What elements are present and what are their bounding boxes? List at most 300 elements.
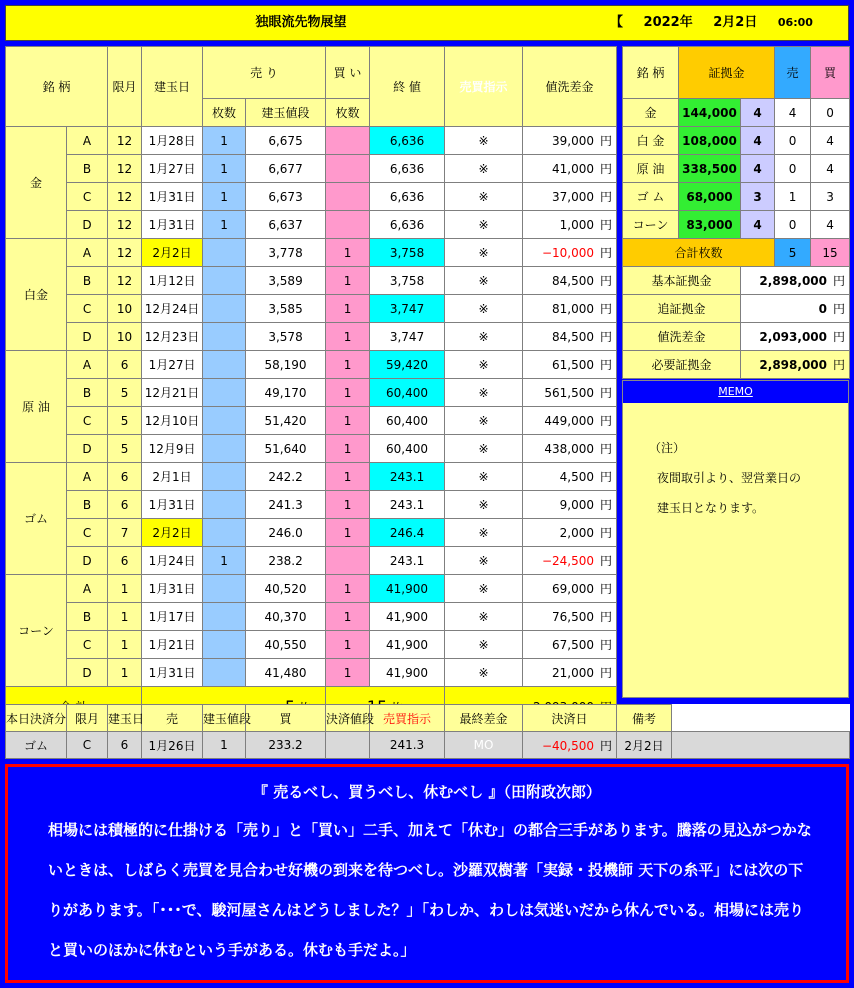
close-price: 41,900	[370, 659, 445, 687]
margin-total-label: 合計枚数	[623, 239, 775, 267]
margin-count: 4	[741, 155, 775, 183]
sell-count: 1	[203, 211, 246, 239]
buy-count: 1	[326, 435, 370, 463]
mark-diff	[523, 323, 617, 351]
mark-diff	[523, 463, 617, 491]
contract-month: 10	[108, 295, 142, 323]
close-price: 6,636	[370, 211, 445, 239]
contract-month: 1	[108, 631, 142, 659]
contract-letter: A	[67, 127, 108, 155]
open-date: 1月27日	[142, 155, 203, 183]
open-price: 51,420	[246, 407, 326, 435]
date-year: 2022年	[643, 15, 693, 30]
open-price: 41,480	[246, 659, 326, 687]
margin-sell: 4	[775, 99, 811, 127]
yen-unit: 円	[600, 554, 613, 568]
margin-extra-label: 追証拠金	[623, 295, 741, 323]
contract-letter: C	[67, 183, 108, 211]
margin-header-deposit: 証拠金	[679, 47, 775, 99]
margin-sell: 0	[775, 155, 811, 183]
closing-diff-value: −40,500	[541, 738, 594, 753]
mark-diff-value: −24,500	[541, 554, 595, 568]
closing-letter: C	[67, 732, 108, 759]
open-date: 12月21日	[142, 379, 203, 407]
close-price: 41,900	[370, 631, 445, 659]
yen-unit: 円	[600, 442, 613, 456]
header-issue: 銘 柄	[6, 47, 108, 127]
yen-unit: 円	[600, 162, 613, 176]
contract-month: 12	[108, 183, 142, 211]
margin-amount: 144,000	[679, 99, 741, 127]
contract-letter: B	[67, 379, 108, 407]
margin-value: 2,093,000	[759, 330, 827, 344]
sell-count	[203, 435, 246, 463]
mark-diff-value: −10,000	[541, 246, 595, 260]
margin-amount: 83,000	[679, 211, 741, 239]
mark-diff-value: 449,000	[544, 414, 595, 428]
closing-date: 2月2日	[617, 732, 672, 759]
closing-buy	[326, 732, 370, 759]
mark-diff-value: 84,500	[552, 330, 595, 344]
open-date: 1月28日	[142, 127, 203, 155]
margin-extra-value	[741, 295, 850, 323]
contract-letter: B	[67, 491, 108, 519]
signal-cell: ※	[445, 267, 523, 295]
buy-count: 1	[326, 239, 370, 267]
buy-count	[326, 547, 370, 575]
contract-letter: A	[67, 351, 108, 379]
sell-count	[203, 659, 246, 687]
mark-diff	[523, 659, 617, 687]
close-price: 243.1	[370, 491, 445, 519]
open-date: 1月21日	[142, 631, 203, 659]
contract-month: 1	[108, 659, 142, 687]
yen-unit: 円	[600, 246, 613, 260]
mark-diff	[523, 407, 617, 435]
signal-cell: ※	[445, 379, 523, 407]
margin-count: 3	[741, 183, 775, 211]
margin-row	[623, 183, 850, 211]
close-price: 243.1	[370, 547, 445, 575]
yen-unit: 円	[600, 190, 613, 204]
margin-issue: コーン	[623, 211, 679, 239]
margin-total-sell: 5	[775, 239, 811, 267]
memo-link[interactable]: MEMO	[623, 381, 848, 403]
date-display	[610, 6, 848, 40]
open-date: 1月31日	[142, 183, 203, 211]
close-price: 3,747	[370, 295, 445, 323]
margin-header-issue: 銘 柄	[623, 47, 679, 99]
closing-sell: 1	[203, 732, 246, 759]
close-price: 6,636	[370, 155, 445, 183]
yen-unit: 円	[600, 274, 613, 288]
margin-buy: 0	[811, 99, 850, 127]
mark-diff	[523, 155, 617, 183]
margin-sell: 1	[775, 183, 811, 211]
yen-unit: 円	[600, 498, 613, 512]
buy-count: 1	[326, 379, 370, 407]
closing-month: 6	[108, 732, 142, 759]
position-row	[6, 127, 617, 155]
closing-header: 売買指示	[370, 705, 445, 732]
quote-body: 相場には積極的に仕掛ける「売り」と「買い」二手、加えて「休む」の都合三手があります。騰落の見込がつかないときは、しばらく売買を見合わせ好機の到来を待つべし。沙羅双樹著「実録・投機師 天下の糸平」には次の下りがあります。「･･･で、駿河屋さんはどうしました？」「わしか、わしは気迷いだから休んでいる。相場には売りと買いのほかに休むという手がある。休むも手だよ。」	[48, 821, 812, 959]
yen-unit: 円	[600, 218, 613, 232]
open-price: 3,589	[246, 267, 326, 295]
margin-basic-label: 基本証拠金	[623, 267, 741, 295]
sell-count	[203, 575, 246, 603]
date-md: 2月2日	[713, 15, 758, 30]
close-price: 246.4	[370, 519, 445, 547]
mark-diff-value: 81,000	[552, 302, 595, 316]
open-date: 1月12日	[142, 267, 203, 295]
open-price: 3,778	[246, 239, 326, 267]
open-price: 58,190	[246, 351, 326, 379]
mark-diff-value: 21,000	[552, 666, 595, 680]
contract-letter: B	[67, 155, 108, 183]
signal-cell: ※	[445, 183, 523, 211]
header-buy-count: 枚数	[326, 99, 370, 127]
contract-letter: D	[67, 435, 108, 463]
open-date: 1月31日	[142, 491, 203, 519]
title-bar	[5, 5, 849, 41]
contract-month: 12	[108, 267, 142, 295]
mark-diff	[523, 211, 617, 239]
yen-unit: 円	[600, 330, 613, 344]
margin-row	[623, 155, 850, 183]
sell-count	[203, 239, 246, 267]
open-date: 2月2日	[142, 519, 203, 547]
closing-header: 備考	[617, 705, 672, 732]
buy-count	[326, 211, 370, 239]
yen-unit: 円	[600, 610, 613, 624]
position-row	[6, 519, 617, 547]
issue-name: コーン	[6, 575, 67, 687]
open-date: 1月27日	[142, 351, 203, 379]
contract-month: 12	[108, 239, 142, 267]
mark-diff-value: 41,000	[552, 162, 595, 176]
buy-count: 1	[326, 323, 370, 351]
mark-diff	[523, 547, 617, 575]
header-sell-count: 枚数	[203, 99, 246, 127]
margin-issue: 白 金	[623, 127, 679, 155]
open-date: 1月31日	[142, 575, 203, 603]
open-price: 6,675	[246, 127, 326, 155]
closing-diff	[523, 732, 617, 759]
close-price: 6,636	[370, 127, 445, 155]
position-row	[6, 659, 617, 687]
mark-diff-value: 1,000	[559, 218, 595, 232]
mark-diff	[523, 239, 617, 267]
contract-month: 1	[108, 603, 142, 631]
margin-count: 4	[741, 211, 775, 239]
mark-diff-value: 9,000	[559, 498, 595, 512]
sell-count	[203, 267, 246, 295]
position-row	[6, 435, 617, 463]
open-date: 12月10日	[142, 407, 203, 435]
contract-month: 6	[108, 491, 142, 519]
sell-count	[203, 379, 246, 407]
contract-letter: C	[67, 407, 108, 435]
header-signal: 売買指示	[445, 47, 523, 127]
mark-diff	[523, 267, 617, 295]
closing-header: 売	[142, 705, 203, 732]
quote-title: 『 売るべし、買うべし、休むべし 』（田附政次郎）	[253, 783, 601, 801]
header-diff: 値洗差金	[523, 47, 617, 127]
yen-unit: 円	[600, 386, 613, 400]
closing-header: 買	[246, 705, 326, 732]
yen-unit: 円	[600, 526, 613, 540]
buy-count: 1	[326, 603, 370, 631]
buy-count	[326, 127, 370, 155]
memo-note: （注）	[649, 441, 686, 455]
mark-diff-value: 561,500	[544, 386, 595, 400]
signal-cell: ※	[445, 603, 523, 631]
contract-month: 1	[108, 575, 142, 603]
position-row	[6, 491, 617, 519]
closing-header: 決済値段	[326, 705, 370, 732]
close-price: 59,420	[370, 351, 445, 379]
margin-value: 2,898,000	[759, 274, 827, 288]
signal-cell: ※	[445, 407, 523, 435]
margin-buy: 4	[811, 127, 850, 155]
header-sell: 売 り	[203, 47, 326, 99]
margin-total-buy: 15	[811, 239, 850, 267]
contract-letter: A	[67, 463, 108, 491]
margin-amount: 338,500	[679, 155, 741, 183]
contract-letter: A	[67, 239, 108, 267]
contract-month: 5	[108, 435, 142, 463]
date-time: 06:00	[777, 16, 813, 29]
yen-unit: 円	[833, 358, 846, 372]
open-price: 51,640	[246, 435, 326, 463]
margin-issue: 原 油	[623, 155, 679, 183]
position-row	[6, 463, 617, 491]
margin-required-label: 必要証拠金	[623, 351, 741, 379]
contract-letter: C	[67, 295, 108, 323]
open-price: 6,677	[246, 155, 326, 183]
open-date: 12月9日	[142, 435, 203, 463]
contract-letter: C	[67, 519, 108, 547]
yen-unit: 円	[600, 638, 613, 652]
header-open-price: 建玉値段	[246, 99, 326, 127]
yen-unit: 円	[600, 302, 613, 316]
signal-cell: ※	[445, 351, 523, 379]
position-row	[6, 323, 617, 351]
contract-month: 12	[108, 211, 142, 239]
mark-diff	[523, 183, 617, 211]
sell-count: 1	[203, 155, 246, 183]
contract-month: 5	[108, 379, 142, 407]
mark-diff	[523, 379, 617, 407]
buy-count: 1	[326, 463, 370, 491]
mark-diff	[523, 575, 617, 603]
closing-header: 建玉日	[108, 705, 142, 732]
contract-month: 6	[108, 547, 142, 575]
signal-cell: ※	[445, 575, 523, 603]
contract-month: 7	[108, 519, 142, 547]
closing-open-price: 233.2	[246, 732, 326, 759]
mark-diff	[523, 603, 617, 631]
page-title: 独眼流先物展望	[255, 15, 347, 30]
open-price: 3,578	[246, 323, 326, 351]
mark-diff-value: 84,500	[552, 274, 595, 288]
contract-letter: A	[67, 575, 108, 603]
position-row	[6, 631, 617, 659]
sell-count	[203, 603, 246, 631]
sell-count	[203, 323, 246, 351]
header-close: 終 値	[370, 47, 445, 127]
issue-name: 原 油	[6, 351, 67, 463]
margin-mark-label: 値洗差金	[623, 323, 741, 351]
contract-letter: D	[67, 547, 108, 575]
contract-letter: D	[67, 323, 108, 351]
mark-diff-value: 76,500	[552, 610, 595, 624]
close-price: 3,758	[370, 239, 445, 267]
mark-diff-value: 69,000	[552, 582, 595, 596]
close-price: 41,900	[370, 575, 445, 603]
close-price: 6,636	[370, 183, 445, 211]
margin-buy: 4	[811, 155, 850, 183]
margin-required-value	[741, 351, 850, 379]
memo-line: 夜間取引より、翌営業日の	[657, 471, 802, 485]
closing-header: 限月	[67, 705, 108, 732]
issue-name: 白金	[6, 239, 67, 351]
buy-count: 1	[326, 575, 370, 603]
open-price: 242.2	[246, 463, 326, 491]
contract-month: 10	[108, 323, 142, 351]
signal-cell: ※	[445, 631, 523, 659]
signal-cell: ※	[445, 155, 523, 183]
closing-header: 建玉値段	[203, 705, 246, 732]
mark-diff	[523, 127, 617, 155]
sell-count: 1	[203, 183, 246, 211]
open-price: 6,673	[246, 183, 326, 211]
signal-cell: ※	[445, 547, 523, 575]
close-price: 60,400	[370, 435, 445, 463]
closing-open-date: 1月26日	[142, 732, 203, 759]
contract-letter: D	[67, 211, 108, 239]
open-price: 40,370	[246, 603, 326, 631]
positions-table	[5, 46, 617, 727]
contract-letter: B	[67, 603, 108, 631]
open-price: 241.3	[246, 491, 326, 519]
signal-cell: ※	[445, 463, 523, 491]
position-row	[6, 211, 617, 239]
margin-buy: 3	[811, 183, 850, 211]
position-row	[6, 183, 617, 211]
header-limit: 限月	[108, 47, 142, 127]
position-row	[6, 379, 617, 407]
signal-cell: ※	[445, 127, 523, 155]
open-date: 12月23日	[142, 323, 203, 351]
buy-count: 1	[326, 407, 370, 435]
margin-mark-value	[741, 323, 850, 351]
margin-row	[623, 99, 850, 127]
closing-header: 本日決済分	[6, 705, 67, 732]
close-price: 3,758	[370, 267, 445, 295]
close-price: 3,747	[370, 323, 445, 351]
memo-line: 建玉日となります。	[657, 501, 765, 515]
position-row	[6, 155, 617, 183]
buy-count: 1	[326, 659, 370, 687]
open-date: 12月24日	[142, 295, 203, 323]
signal-cell: ※	[445, 211, 523, 239]
open-date: 1月24日	[142, 547, 203, 575]
margin-row	[623, 211, 850, 239]
open-price: 40,520	[246, 575, 326, 603]
buy-count	[326, 183, 370, 211]
mark-diff-value: 39,000	[552, 134, 595, 148]
margin-sell: 0	[775, 127, 811, 155]
margin-basic-value	[741, 267, 850, 295]
bracket-left: 【	[610, 15, 624, 30]
margin-value: 2,898,000	[759, 358, 827, 372]
position-row	[6, 351, 617, 379]
yen-unit: 円	[600, 666, 613, 680]
signal-cell: ※	[445, 519, 523, 547]
margin-header-buy: 買	[811, 47, 850, 99]
margin-amount: 108,000	[679, 127, 741, 155]
position-row	[6, 239, 617, 267]
buy-count: 1	[326, 631, 370, 659]
buy-count: 1	[326, 491, 370, 519]
buy-count: 1	[326, 519, 370, 547]
mark-diff	[523, 491, 617, 519]
sell-count	[203, 491, 246, 519]
yen-unit: 円	[833, 274, 846, 288]
position-row	[6, 575, 617, 603]
contract-month: 12	[108, 127, 142, 155]
margin-row	[623, 127, 850, 155]
open-price: 40,550	[246, 631, 326, 659]
open-date: 2月2日	[142, 239, 203, 267]
mark-diff-value: 438,000	[544, 442, 595, 456]
open-date: 1月31日	[142, 211, 203, 239]
signal-cell: ※	[445, 295, 523, 323]
yen-unit: 円	[600, 134, 613, 148]
contract-month: 6	[108, 351, 142, 379]
mark-diff-value: 4,500	[559, 470, 595, 484]
position-row	[6, 547, 617, 575]
close-price: 60,400	[370, 379, 445, 407]
sell-count: 1	[203, 547, 246, 575]
contract-month: 5	[108, 407, 142, 435]
close-price: 243.1	[370, 463, 445, 491]
margin-sell: 0	[775, 211, 811, 239]
position-row	[6, 603, 617, 631]
open-price: 3,585	[246, 295, 326, 323]
sell-count	[203, 631, 246, 659]
margin-count: 4	[741, 99, 775, 127]
closing-header: 最終差金	[445, 705, 523, 732]
yen-unit: 円	[599, 738, 612, 753]
open-date: 2月1日	[142, 463, 203, 491]
yen-unit: 円	[600, 414, 613, 428]
mark-diff	[523, 519, 617, 547]
buy-count	[326, 155, 370, 183]
open-price: 49,170	[246, 379, 326, 407]
closing-price: 241.3	[370, 732, 445, 759]
position-row	[6, 295, 617, 323]
yen-unit: 円	[600, 470, 613, 484]
closing-signal: MO	[445, 732, 523, 759]
margin-value: 0	[818, 302, 827, 316]
margin-table	[622, 46, 850, 379]
open-date: 1月31日	[142, 659, 203, 687]
margin-issue: ゴ ム	[623, 183, 679, 211]
yen-unit: 円	[600, 582, 613, 596]
closing-header: 決済日	[523, 705, 617, 732]
